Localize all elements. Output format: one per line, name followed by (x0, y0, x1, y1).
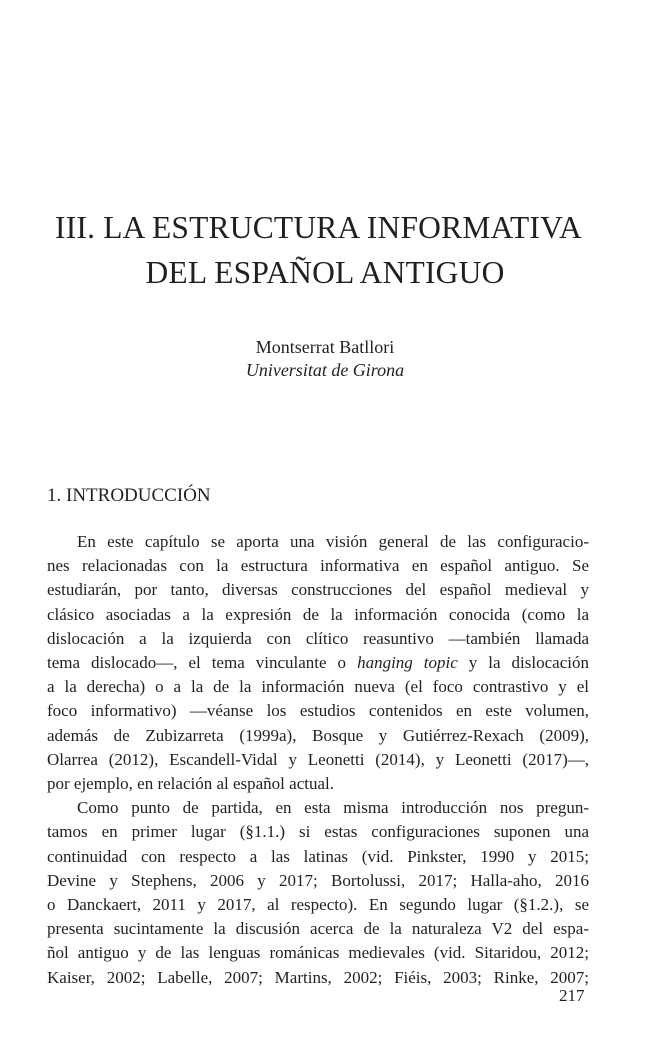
chapter-title-line-2: DEL ESPAÑOL ANTIGUO (145, 255, 505, 290)
text-line: clásico asociadas a la expresión de la información conocida (como la (47, 604, 589, 624)
text-line: ñol antiguo y de las lenguas románicas medievales (vid. Sitaridou, 2012; (47, 943, 589, 963)
page-number: 217 (559, 986, 585, 1005)
text-fragment: tema dislocado—, el tema vinculante o (47, 653, 358, 673)
body-text (47, 530, 589, 990)
text-line: Como punto de partida, en esta misma introducción nos pregun- (77, 798, 589, 818)
text-line: presenta sucintamente la discusión acerca de la naturaleza V2 del espa- (47, 919, 589, 939)
paragraph-2 (47, 796, 589, 990)
text-line: nes relacionadas con la estructura informativa en español antiguo. Se (47, 556, 589, 576)
chapter-title (0, 205, 650, 295)
text-fragment: y la dislocación (457, 653, 589, 673)
author-block (0, 336, 650, 382)
author-name: Montserrat Batllori (255, 337, 395, 357)
text-line: a la derecha) o a la de la información nueva (el foco contrastivo y el (47, 677, 589, 697)
text-line: dislocación a la izquierda con clítico reasuntivo —también llamada (47, 628, 589, 648)
text-line: tamos en primer lugar (§1.1.) si estas configuraciones suponen una (47, 822, 589, 842)
author-affiliation: Universitat de Girona (245, 360, 405, 380)
section-heading: 1. INTRODUCCIÓN (47, 485, 211, 506)
text-line: Kaiser, 2002; Labelle, 2007; Martins, 2002; Fiéis, 2003; Rinke, 2007; (47, 967, 589, 987)
text-line: continuidad con respecto a las latinas (vid. Pinkster, 1990 y 2015; (47, 846, 589, 866)
text-line: Devine y Stephens, 2006 y 2017; Bortolussi, 2017; Halla-aho, 2016 (47, 870, 589, 890)
text-line: por ejemplo, en relación al español actual. (47, 774, 334, 794)
text-line: estudiarán, por tanto, diversas construcciones del español medieval y (47, 580, 589, 600)
italic-term: hanging topic (357, 653, 458, 673)
text-line: además de Zubizarreta (1999a), Bosque y Gutiérrez-Rexach (2009), (47, 725, 589, 745)
chapter-title-line-1: III. LA ESTRUCTURA INFORMATIVA (55, 210, 582, 245)
text-line: Olarrea (2012), Escandell-Vidal y Leonetti (2014), y Leonetti (2017)—, (47, 749, 589, 769)
text-line-with-italic (47, 651, 589, 675)
text-line: En este capítulo se aporta una visión general de las configuracio- (77, 532, 589, 551)
paragraph-1 (47, 530, 589, 796)
text-line: foco informativo) —véanse los estudios contenidos en este volumen, (47, 701, 589, 721)
text-line: o Danckaert, 2011 y 2017, al respecto). En segundo lugar (§1.2.), se (47, 895, 589, 915)
